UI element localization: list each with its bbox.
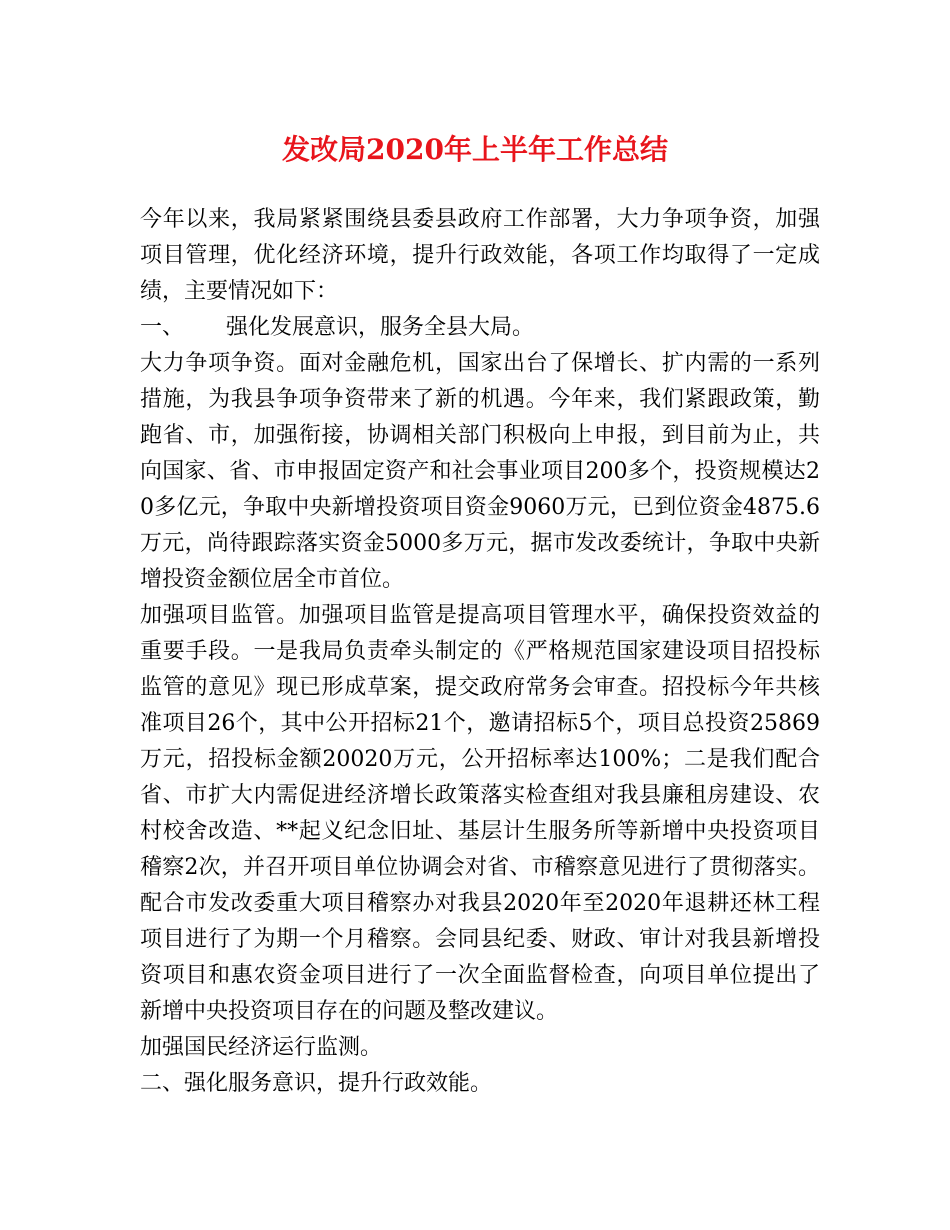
monitoring-paragraph: 加强国民经济运行监测。 bbox=[140, 1035, 383, 1060]
supervision-paragraph: 加强项目监管。加强项目监管是提高项目管理水平，确保投资效益的重要手段。一是我局负责牵头制定的《严格规范国家建设项目招投标监管的意见》现已形成草案，提交政府常务会审查。招投标今年共核准项目26个，其中公开招标21个，邀请招标5个，项目总投资25869万元，招投标金额20020万元，公开招标率达100%；二是我们配合省、市扩大内需促进经济增长政策落实检查组对我县廉租房建设、农村校舍改造、**起义纪念旧址、基层计生服务所等新增中央投资项目稽察2次，并召开项目单位协调会对省、市稽察意见进行了贯彻落实。配合市发改委重大项目稽察办对我县2020年至2020年退耕还林工程项目进行了为期一个月稽察。会同县纪委、财政、审计对我县新增投资项目和惠农资金项目进行了一次全面监督检查，向项目单位提出了新增中央投资项目存在的问题及整改建议。 bbox=[140, 603, 820, 1024]
document-body bbox=[140, 202, 820, 1102]
document-title: 发改局2020年上半年工作总结 bbox=[282, 133, 668, 166]
section-heading-2: 二、强化服务意识，提升行政效能。 bbox=[140, 1071, 493, 1096]
intro-paragraph: 今年以来，我局紧紧围绕县委县政府工作部署，大力争项争资，加强项目管理，优化经济环境，提升行政效能，各项工作均取得了一定成绩，主要情况如下： bbox=[140, 207, 820, 304]
section-heading-1: 一、 强化发展意识，服务全县大局。 bbox=[140, 315, 534, 340]
funding-paragraph: 大力争项争资。面对金融危机，国家出台了保增长、扩内需的一系列措施，为我县争项争资带来了新的机遇。今年来，我们紧跟政策，勤跑省、市，加强衔接，协调相关部门积极向上申报，到目前为止，共向国家、省、市申报固定资产和社会事业项目200多个，投资规模达20多亿元，争取中央新增投资项目资金9060万元，已到位资金4875.6万元，尚待跟踪落实资金5000多万元，据市发改委统计，争取中央新增投资金额位居全市首位。 bbox=[140, 351, 820, 592]
